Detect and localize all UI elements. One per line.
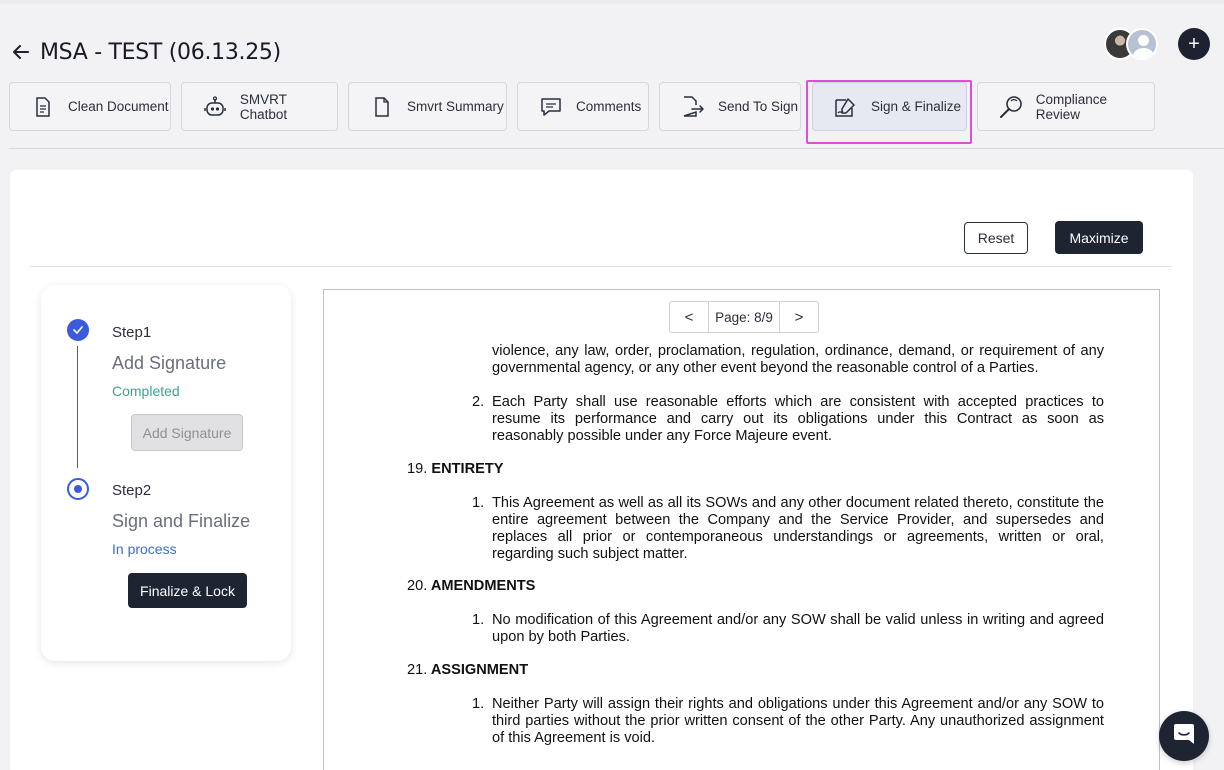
doc-paragraph: This Agreement as well as all its SOWs and any other document related thereto, constitute the entire agreement between the Company and the Service Provider, and supersedes and replaces all prior or contemporaneous understandings or agreements, written or oral, regarding such subject matter.: [492, 495, 1104, 562]
page-title: MSA - TEST (06.13.25): [40, 39, 281, 65]
tab-label: Send To Sign: [718, 99, 799, 114]
sign-finalize-panel: [10, 170, 1193, 770]
tab-sign-finalize[interactable]: [812, 82, 967, 131]
page-header: [10, 34, 281, 70]
doc-section-number: 20.: [407, 578, 428, 594]
collaborator-avatars: [1104, 28, 1158, 60]
doc-section-heading: [407, 662, 528, 679]
doc-paragraph: Neither Party will assign their rights and obligations under this Agreement and/or any SOW to third parties without the prior written consent of the other Party. Any unauthorized assignment of this Agreement is void.: [492, 696, 1104, 746]
doc-item-number: 2.: [472, 394, 485, 410]
header-divider: [9, 148, 1224, 149]
send-file-icon: [680, 94, 706, 120]
chat-icon: [1172, 722, 1196, 751]
robot-icon: [202, 94, 228, 120]
doc-paragraph: violence, any law, order, proclamation, regulation, ordinance, demand, or requirement of any governmental agency, or any other event beyond the reasonable control of a Parties.: [492, 343, 1104, 376]
panel-divider: [30, 266, 1172, 267]
step2-label: Step2: [112, 482, 152, 499]
tab-smvrt-chatbot[interactable]: [181, 82, 338, 131]
step1-status: Completed: [112, 383, 180, 399]
doc-section-number: 21.: [407, 662, 428, 678]
step-connector: [77, 346, 78, 468]
reset-button[interactable]: Reset: [964, 222, 1028, 254]
magnifier-icon: [998, 94, 1024, 120]
next-page-button[interactable]: >: [794, 308, 804, 326]
tab-comments[interactable]: [517, 82, 649, 131]
step2-status: In process: [112, 541, 177, 557]
add-signature-button[interactable]: Add Signature: [131, 414, 243, 451]
tab-label: Sign & Finalize: [871, 99, 962, 114]
doc-section-title: ASSIGNMENT: [430, 662, 529, 678]
back-arrow-icon[interactable]: [10, 41, 32, 63]
tab-label: Comments: [576, 99, 642, 114]
page-indicator: Page: 8/9: [708, 302, 780, 332]
doc-item-number: 1.: [472, 612, 485, 628]
doc-item-number: 1.: [472, 495, 485, 511]
doc-item-number: 1.: [472, 696, 485, 712]
page-navigator: [669, 301, 819, 333]
document-icon: [30, 94, 56, 120]
tab-label: Compliance Review: [1035, 91, 1108, 122]
tab-label: Smvrt Summary: [407, 99, 504, 114]
signing-steps-card: [41, 285, 291, 661]
tab-clean-document[interactable]: [9, 82, 171, 131]
doc-section-title: ENTIRETY: [431, 461, 504, 477]
tab-send-to-sign[interactable]: [659, 82, 801, 131]
step2-title: Sign and Finalize: [112, 511, 251, 531]
doc-paragraph: No modification of this Agreement and/or any SOW shall be valid unless in writing and agreed upon by both Parties.: [492, 612, 1104, 645]
finalize-lock-button[interactable]: Finalize & Lock: [128, 573, 247, 608]
step1-label: Step1: [112, 324, 152, 341]
step-completed-check-icon: [67, 319, 89, 341]
doc-section-heading: [407, 461, 504, 478]
document-viewer[interactable]: [323, 289, 1160, 770]
tab-label: SMVRT Chatbot: [239, 91, 288, 122]
comment-icon: [538, 94, 564, 120]
prev-page-button[interactable]: <: [684, 308, 694, 326]
step1-title: Add Signature: [112, 353, 227, 373]
step-in-process-icon: [67, 478, 89, 500]
signature-icon: [833, 94, 859, 120]
tab-compliance-review[interactable]: [977, 82, 1155, 131]
chat-support-button[interactable]: [1159, 711, 1209, 761]
file-icon: [369, 94, 395, 120]
avatar-placeholder[interactable]: [1126, 28, 1158, 60]
tab-smvrt-summary[interactable]: [348, 82, 507, 131]
doc-section-heading: [407, 578, 535, 595]
doc-section-number: 19.: [407, 461, 428, 477]
page: [0, 4, 1224, 770]
doc-section-title: AMENDMENTS: [430, 578, 536, 594]
maximize-button[interactable]: Maximize: [1055, 221, 1143, 254]
add-collaborator-button[interactable]: +: [1178, 28, 1210, 60]
tab-label: Clean Document: [68, 99, 169, 114]
doc-paragraph: Each Party shall use reasonable efforts which are consistent with accepted practices to resume its performance and carry out its obligations under this Contract as soon as reasonably possible under any Force Majeure event.: [492, 394, 1104, 444]
